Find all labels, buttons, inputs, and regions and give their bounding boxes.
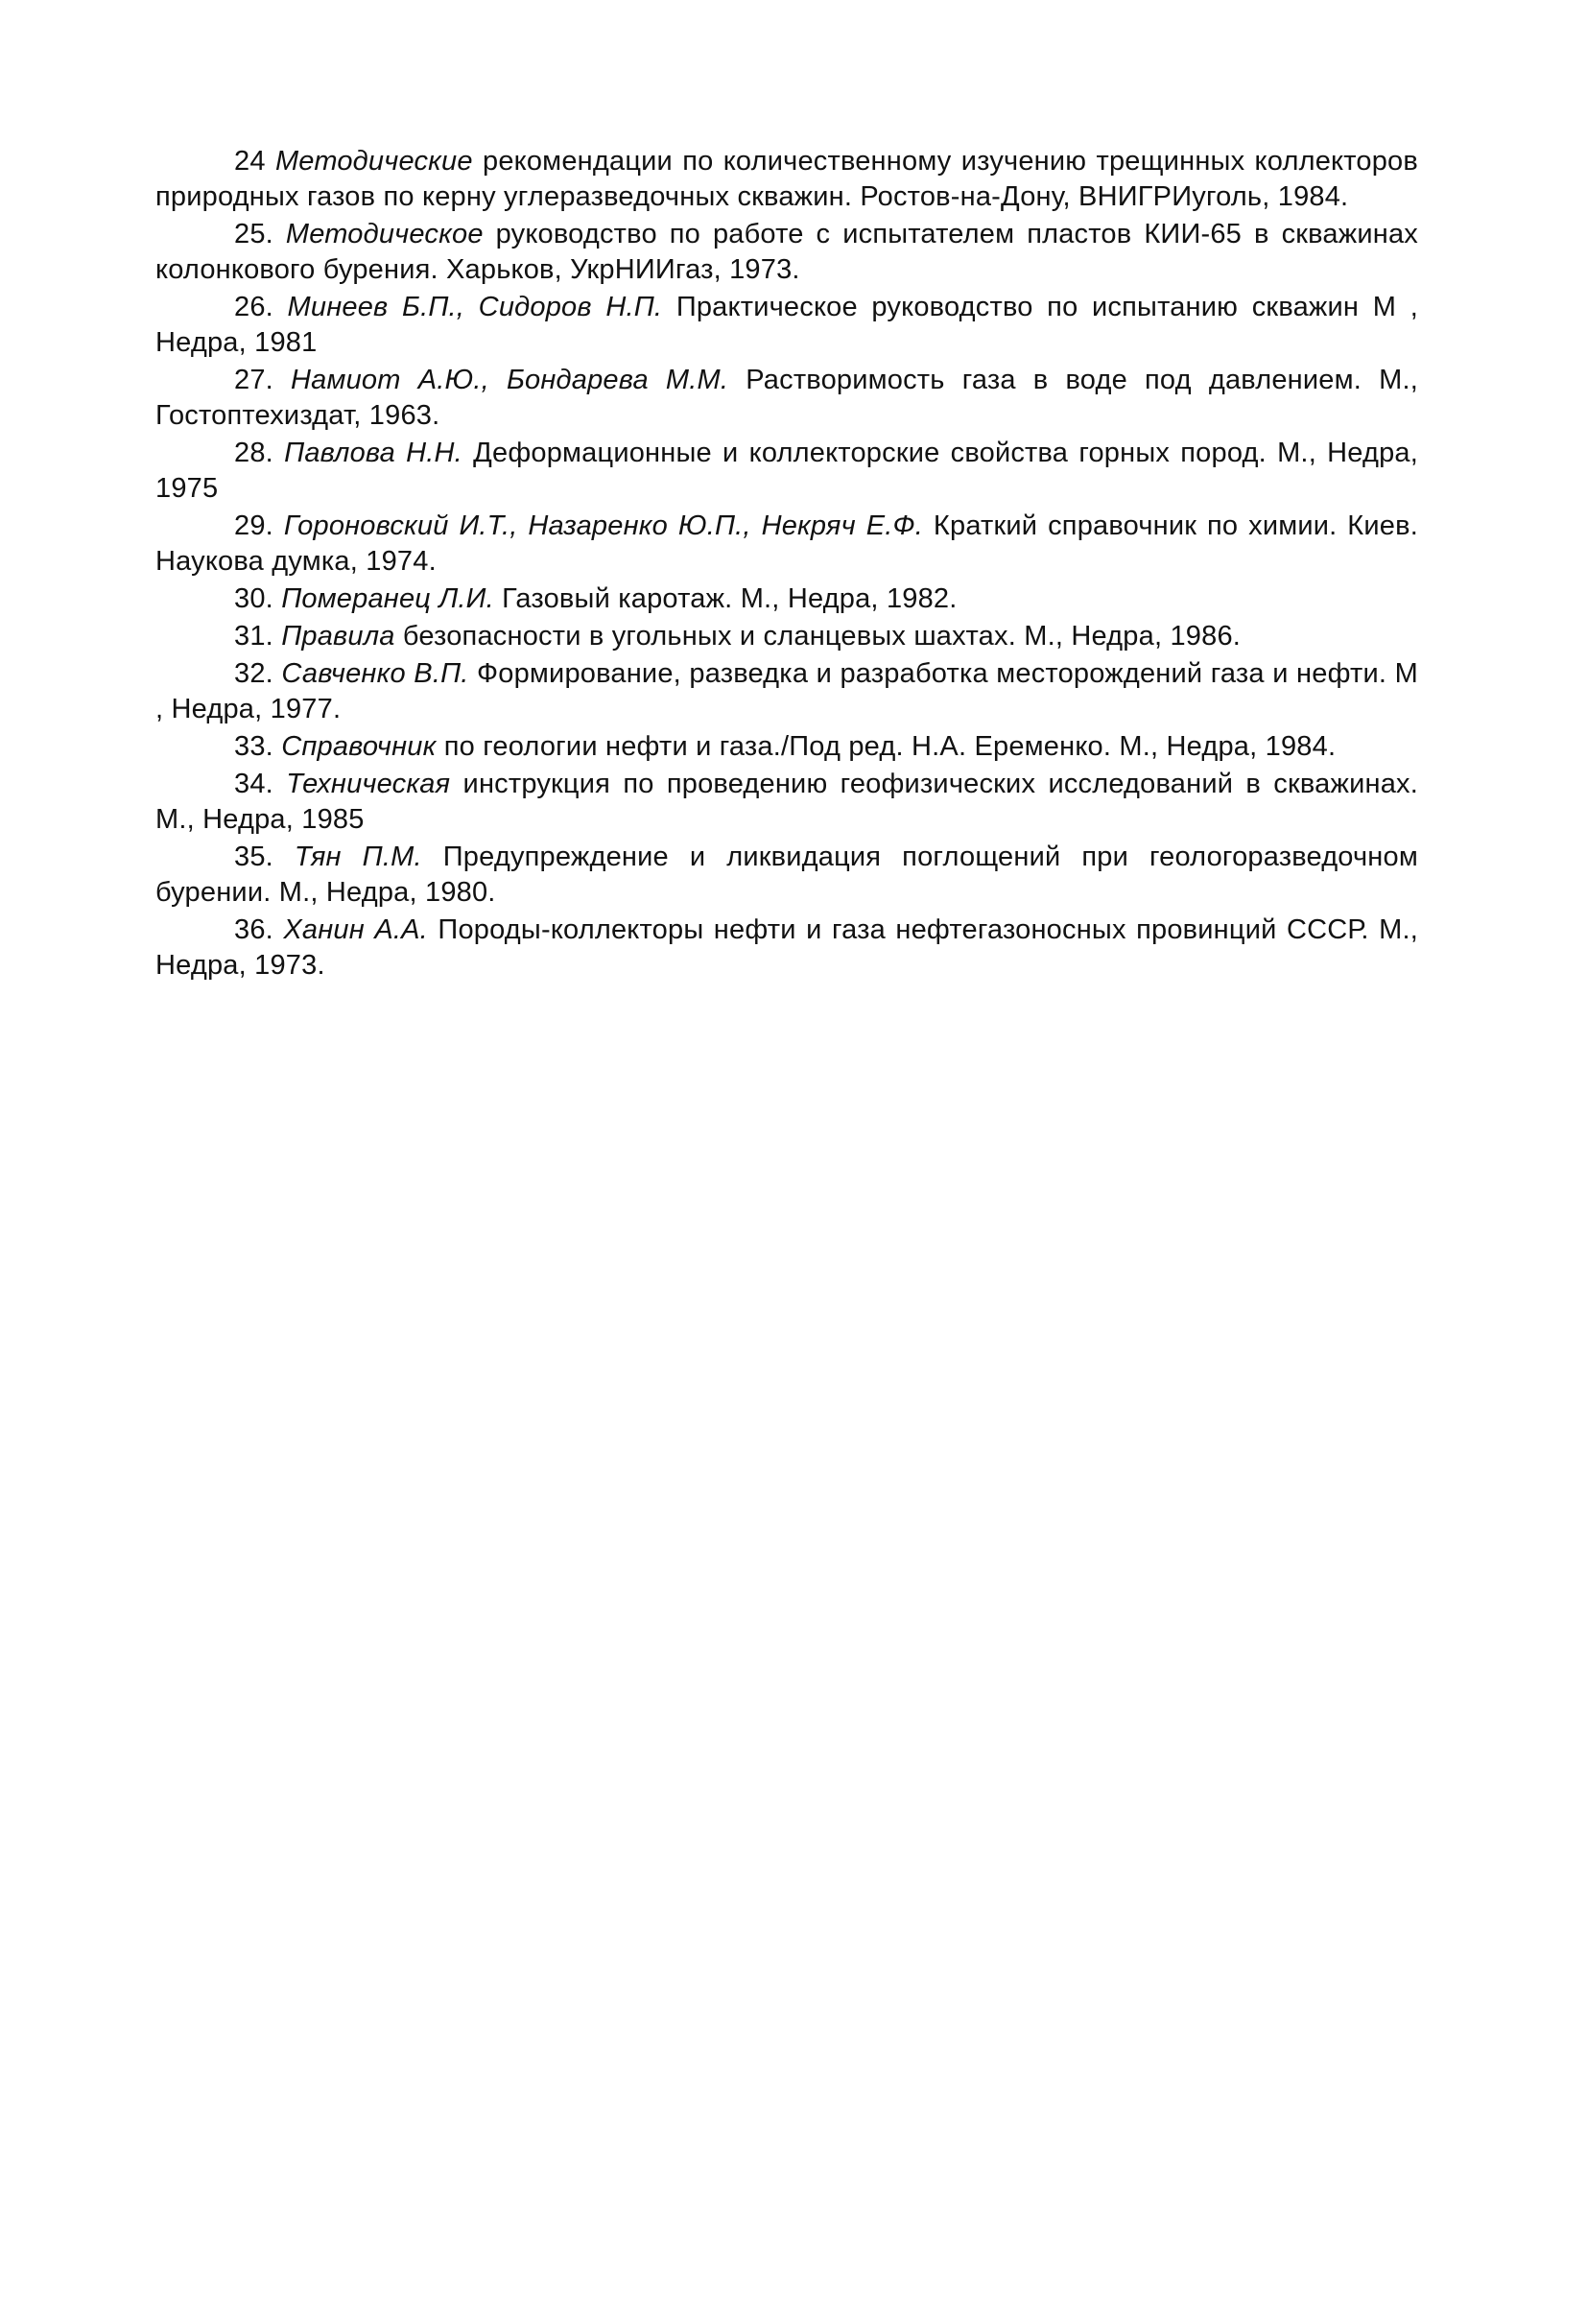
reference-text: Газовый каротаж. М., Недра, 1982. xyxy=(502,583,958,614)
reference-text: рекомендации по количественному изучению трещинных коллекторов природных газов по керну углеразведочных скважин. Ростов-на-Дону, ВНИГРИуголь, 1984. xyxy=(155,146,1418,212)
reference-text: Деформационные и коллекторские свойства горных пород. М., Недра, 1975 xyxy=(155,438,1419,504)
reference-author: Тян П.М. xyxy=(294,842,422,872)
reference-item xyxy=(155,436,1418,507)
reference-number: 35. xyxy=(234,842,273,872)
reference-author: Методическое xyxy=(285,219,484,249)
reference-number: 34. xyxy=(234,769,273,799)
reference-text: Краткий справочник по химии. Киев. Наукова думка, 1974. xyxy=(155,510,1418,577)
reference-text: руководство по работе с испытателем пластов КИИ-65 в скважинах колонкового бурения. Харьков, УкрНИИгаз, 1973. xyxy=(155,219,1419,285)
reference-author: Техническая xyxy=(286,769,451,799)
reference-number: 25. xyxy=(234,219,273,249)
reference-item xyxy=(155,581,1418,617)
reference-number: 24 xyxy=(234,146,266,177)
reference-item xyxy=(155,509,1418,580)
reference-text: безопасности в угольных и сланцевых шахтах. М., Недра, 1986. xyxy=(402,621,1242,652)
reference-number: 36. xyxy=(234,914,273,945)
reference-text: Предупреждение и ликвидация поглощений при геологоразведочном бурении. М., Недра, 1980. xyxy=(155,842,1418,908)
reference-author: Павлова Н.Н. xyxy=(284,438,462,468)
reference-author: Савченко В.П. xyxy=(281,658,469,689)
reference-number: 28. xyxy=(234,438,273,468)
reference-number: 33. xyxy=(234,731,273,762)
reference-item xyxy=(155,290,1418,361)
reference-item xyxy=(155,840,1418,911)
reference-text: инструкция по проведению геофизических исследований в скважинах. М., Недра, 1985 xyxy=(155,769,1418,835)
bibliography-page xyxy=(155,144,1418,985)
reference-text: Формирование, разведка и разработка месторождений газа и нефти. М , Недра, 1977. xyxy=(155,658,1418,724)
reference-author: Справочник xyxy=(281,731,437,762)
reference-text: Растворимость газа в воде под давлением. М., Гостоптехиздат, 1963. xyxy=(155,365,1418,431)
reference-text: Практическое руководство по испытанию скважин М , Недра, 1981 xyxy=(155,292,1418,358)
reference-number: 32. xyxy=(234,658,273,689)
reference-text: по геологии нефти и газа./Под ред. Н.А. Еременко. М., Недра, 1984. xyxy=(443,731,1337,762)
reference-author: Правила xyxy=(281,621,395,652)
reference-number: 26. xyxy=(234,292,273,322)
reference-author: Методические xyxy=(274,146,473,177)
reference-item xyxy=(155,767,1418,838)
reference-number: 29. xyxy=(234,510,273,541)
reference-item xyxy=(155,913,1418,984)
reference-author: Минеев Б.П., Сидоров Н.П. xyxy=(287,292,663,322)
reference-item xyxy=(155,144,1418,215)
reference-item xyxy=(155,656,1418,727)
reference-item xyxy=(155,729,1418,765)
reference-number: 27. xyxy=(234,365,273,395)
reference-author: Намиот А.Ю., Бондарева М.М. xyxy=(291,365,729,395)
reference-item xyxy=(155,619,1418,654)
reference-text: Породы-коллекторы нефти и газа нефтегазоносных провинций СССР. М., Недра, 1973. xyxy=(155,914,1419,981)
reference-number: 30. xyxy=(234,583,273,614)
reference-number: 31. xyxy=(234,621,273,652)
reference-author: Гороновский И.Т., Назаренко Ю.П., Некряч Е.Ф. xyxy=(283,510,924,541)
reference-item xyxy=(155,217,1418,288)
reference-author: Померанец Л.И. xyxy=(281,583,494,614)
reference-item xyxy=(155,363,1418,434)
reference-author: Ханин А.А. xyxy=(283,914,428,945)
